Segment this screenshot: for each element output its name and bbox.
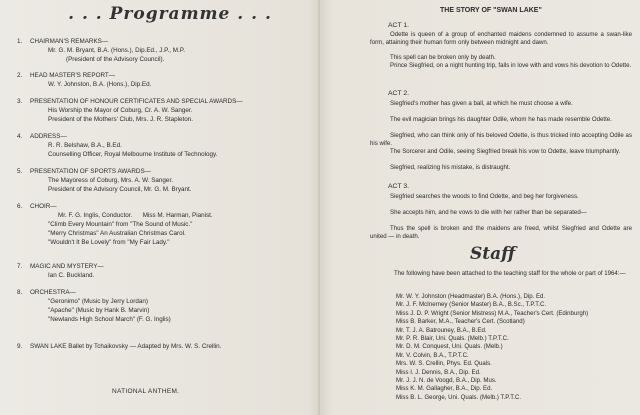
- staff-member: Mrs. W. S. Crellin, Phys. Ed. Quals.: [396, 360, 492, 368]
- staff-member: Mr. V. Colvin, B.A., T.P.T.C.: [396, 351, 469, 359]
- programme-page: [0, 0, 318, 415]
- item-line: "Apache" (Music by Hank B. Marvin): [48, 307, 150, 314]
- staff-list: [396, 293, 588, 402]
- staff-member: Miss I. J. Dennis, B.A., Dip. Ed.: [396, 368, 481, 376]
- item-line: President of the Advisory Council, Mr. G. M. Bryant.: [48, 186, 192, 193]
- item-heading: CHAIRMAN'S REMARKS—: [30, 38, 109, 45]
- item-line: "Newlands High School March" (F. G. Inglis): [48, 316, 171, 323]
- story-paragraph: Odette is queen of a group of enchanted maidens condemned to assume a swan-like form, attaining their human form only between midnight and dawn.: [370, 31, 632, 46]
- story-paragraph: Thus the spell is broken and the maidens are freed, whilst Siegfried and Odette are united — in death.: [370, 225, 632, 240]
- story-paragraph: Siegfried's mother has given a ball, at which he must choose a wife.: [390, 100, 573, 107]
- story-paragraph: The Sorcerer and Odile, seeing Siegfried break his vow to Odette, leave triumphantly.: [390, 148, 621, 155]
- staff-member: Miss B. L. George, Uni. Quals. (Melb.) T.P.T.C.: [396, 393, 522, 401]
- item-line: The Mayoress of Coburg, Mrs. A. W. Sanger.: [48, 177, 173, 184]
- national-anthem: NATIONAL ANTHEM.: [112, 388, 180, 395]
- story-paragraph: Siegfried, realizing his mistake, is distraught.: [390, 164, 511, 171]
- item-line: President of the Mothers' Club, Mrs. J. R. Stapleton.: [48, 116, 194, 123]
- item-line: Mr. G. M. Bryant, B.A. (Hons.), Dip.Ed., J.P., M.P.: [48, 47, 185, 54]
- staff-member: Mr. J. J. N. de Voogd, B.A., Dip. Mus.: [396, 377, 497, 385]
- item-number: 4.: [17, 133, 23, 140]
- staff-member: Mr. P. R. Blair, Uni. Quals. (Melb.) T.P.T.C.: [396, 335, 509, 343]
- act-3-label: ACT 3.: [388, 183, 410, 190]
- item-line: His Worship the Mayor of Coburg, Cr. A. W. Sanger.: [48, 107, 193, 114]
- staff-title: Staff: [470, 244, 516, 264]
- story-paragraph: Siegfried searches the woods to find Odette, and beg her forgiveness.: [390, 193, 579, 200]
- item-number: 9.: [17, 343, 23, 350]
- item-heading: CHOIR—: [30, 203, 57, 210]
- staff-member: Mr. D. M. Conquest, Uni. Quals. (Melb.): [396, 343, 503, 351]
- item-heading: ADDRESS—: [30, 133, 67, 140]
- story-paragraph: The evil magician brings his daughter Odile, whom he has made resemble Odette.: [390, 116, 612, 123]
- staff-member: Mr. J. F. McInerney (Senior Master) B.A., B.Sc., T.P.T.C.: [396, 301, 547, 309]
- story-paragraph: Siegfried, who can think only of his beloved Odette, is thus tricked into accepting Odile as his wife.: [370, 132, 632, 147]
- item-number: 5.: [17, 168, 23, 175]
- item-line: R. R. Belshaw, B.A., B.Ed.: [48, 142, 122, 149]
- item-number: 3.: [17, 98, 23, 105]
- item-line: Counselling Officer, Royal Melbourne Institute of Technology.: [48, 151, 218, 158]
- act-2-label: ACT 2.: [388, 90, 410, 97]
- story-title: THE STORY OF "SWAN LAKE": [440, 7, 542, 14]
- item-number: 8.: [17, 289, 23, 296]
- item-heading: PRESENTATION OF HONOUR CERTIFICATES AND SPECIAL AWARDS—: [30, 98, 243, 105]
- page-fold: [318, 0, 320, 415]
- item-heading: SWAN LAKE Ballet by Tchaikovsky — Adapted by Mrs. W. S. Crellin.: [30, 343, 222, 350]
- item-number: 7.: [17, 263, 23, 270]
- item-line: (President of the Advisory Council).: [66, 56, 165, 63]
- item-line: Ian C. Buckland.: [48, 272, 95, 279]
- item-line: "Geronimo" (Music by Jerry Lordan): [48, 298, 149, 305]
- programme-title: . . . Programme . . .: [68, 4, 272, 24]
- item-heading: ORCHESTRA—: [30, 289, 76, 296]
- staff-intro: The following have been attached to the teaching staff for the whole or part of 1964:—: [394, 270, 626, 277]
- item-line: "Wouldn't It Be Lovely" from "My Fair Lady.": [48, 239, 170, 246]
- staff-member: Miss K. M. Gallagher, B.A., Dip. Ed.: [396, 385, 493, 393]
- item-number: 6.: [17, 203, 23, 210]
- story-paragraph: She accepts him, and he vows to die with her rather than be separated—: [390, 209, 587, 216]
- item-number: 1.: [17, 38, 23, 45]
- item-line: "Climb Every Mountain" from "The Sound of Music.": [48, 221, 193, 228]
- item-heading: HEAD MASTER'S REPORT—: [30, 72, 116, 79]
- act-1-label: ACT 1.: [388, 22, 410, 29]
- story-paragraph: This spell can be broken only by death.: [390, 54, 496, 61]
- item-line: W. Y. Johnston, B.A. (Hons.), Dip.Ed.: [48, 81, 152, 88]
- staff-member: Miss J. D. P. Wright (Senior Mistress) M.A., Teacher's Cert. (Edinburgh): [396, 309, 589, 317]
- staff-member: Mr. W. Y. Johnston (Headmaster) B.A. (Hons.), Dip. Ed.: [396, 293, 546, 300]
- item-heading: MAGIC AND MYSTERY—: [30, 263, 104, 270]
- story-paragraph: Prince Siegfried, on a night hunting trip, falls in love with and vows his devotion to Odette.: [390, 62, 632, 69]
- item-line: Mr. F. G. Inglis, Conductor. Miss M. Harman, Pianist.: [58, 212, 213, 219]
- staff-member: Mr. T. J. A. Batrouney, B.A., B.Ed.: [396, 326, 487, 334]
- staff-member: Miss B. Barker, M.A., Teacher's Cert. (Scotland): [396, 318, 525, 326]
- item-line: "Merry Christmas" An Australian Christmas Carol.: [48, 230, 186, 237]
- item-number: 2.: [17, 72, 23, 79]
- item-heading: PRESENTATION OF SPORTS AWARDS—: [30, 168, 151, 175]
- story-page: [330, 0, 635, 415]
